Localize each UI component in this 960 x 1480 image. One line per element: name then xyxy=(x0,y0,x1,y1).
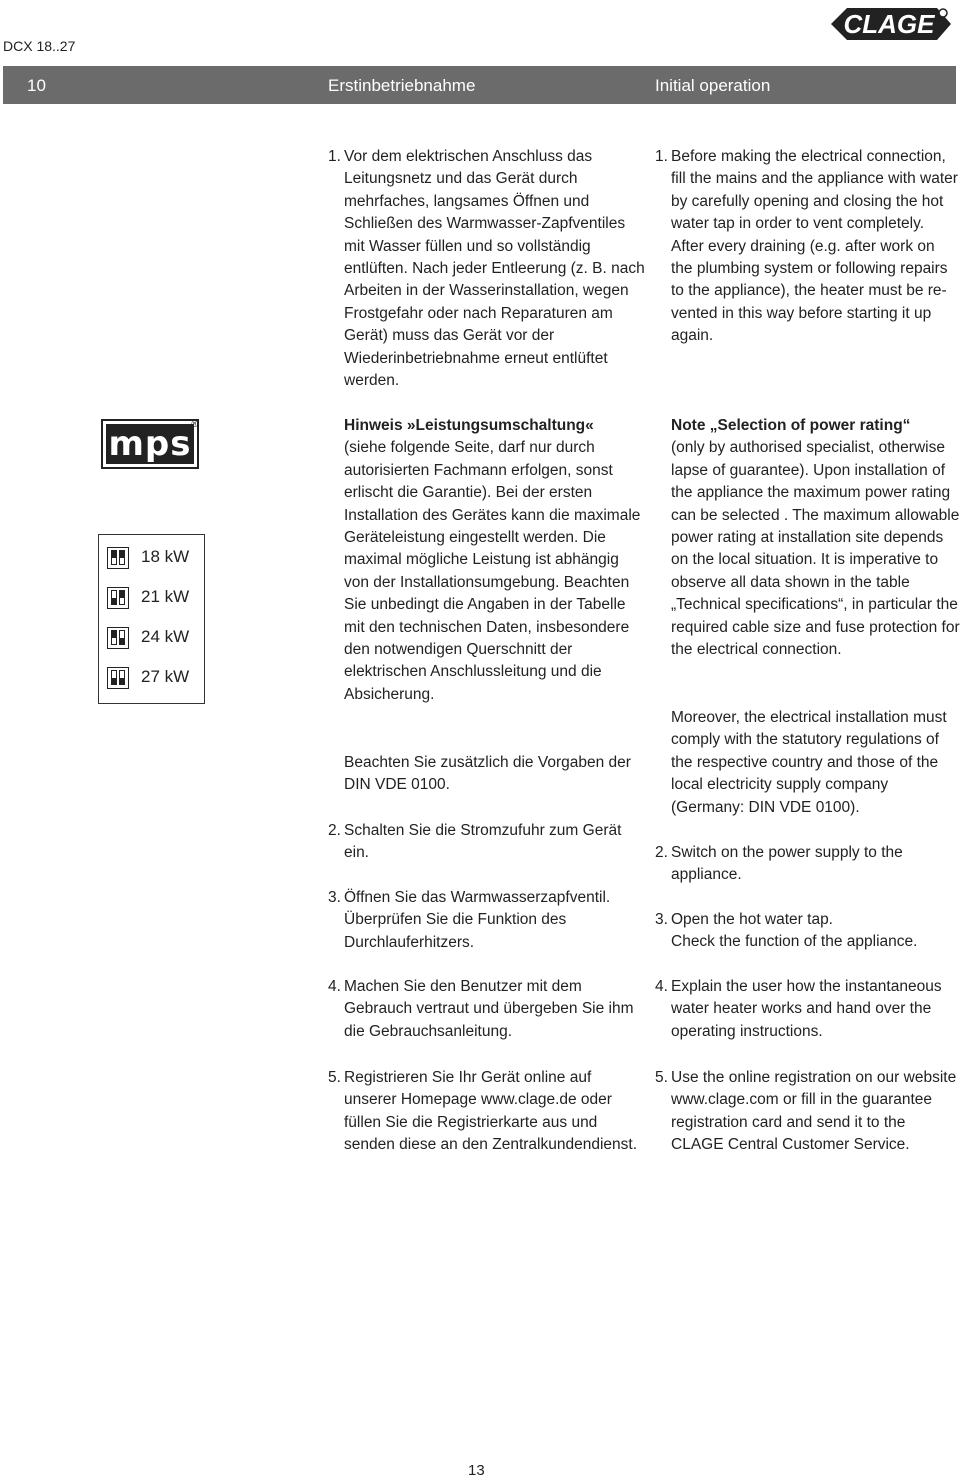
en-step-1-text: Before making the electrical connection, fill the mains and the appliance with water by carefully opening and closing the hot water tap in order to vent completely. xyxy=(671,148,958,233)
en-step-1 xyxy=(655,146,960,348)
de-step-2-text: Schalten Sie die Stromzufuhr zum Gerät ein. xyxy=(344,822,622,862)
mps-logo-text: mps xyxy=(106,424,194,464)
de-step-5-text: Registrieren Sie Ihr Gerät online auf unserer Homepage www.clage.de oder füllen Sie die Registrierkarte aus und senden diese an den Zentralkundendienst. xyxy=(344,1069,637,1154)
en-note-extra xyxy=(655,707,960,819)
de-note-text: (siehe folgende Seite, darf nur durch autorisierten Fachmann erfolgen, sonst erlischt die Garantie). Bei der ersten Installation des Gerätes kann die maximale Geräteleistung eingestellt werden. Die maximal mögliche Leistung ist abhängig von der Installationsumgebung. Beachten Sie unbedingt die Angaben in der Tabelle mit den technischen Daten, insbesondere den notwendigen Querschnitt der elektrischen Anschlussleitung und die Absicherung. xyxy=(344,439,641,703)
power-row xyxy=(107,545,202,571)
de-note-title: Hinweis »Leistungsumschaltung« xyxy=(344,417,594,434)
section-title-en: Initial operation xyxy=(655,76,771,95)
de-step-4 xyxy=(328,976,646,1043)
en-step-4 xyxy=(655,976,960,1043)
en-step-1-text-2: After every draining (e.g. after work on the plumbing system or following repairs to the appliance), the heater must be re-vented in this way before starting it up again. xyxy=(671,237,948,345)
dip-switch-icon xyxy=(107,667,129,689)
dip-switch-icon xyxy=(107,627,129,649)
de-note-extra xyxy=(328,752,646,797)
svg-text:CLAGE: CLAGE xyxy=(843,9,935,39)
section-number: 10 xyxy=(27,76,46,95)
en-step-4-number: 4. xyxy=(655,978,668,995)
power-label: 21 kW xyxy=(141,587,190,606)
de-step-3-number: 3. xyxy=(328,889,341,906)
de-step-3 xyxy=(328,887,646,954)
page-number: 13 xyxy=(468,1462,485,1479)
en-step-3-text: Open the hot water tap. xyxy=(671,911,833,928)
de-step-5-number: 5. xyxy=(328,1069,341,1086)
power-label: 27 kW xyxy=(141,667,190,686)
dip-switch-icon xyxy=(107,547,129,569)
en-step-5-number: 5. xyxy=(655,1069,668,1086)
en-step-5 xyxy=(655,1067,960,1157)
en-note-title: Note „Selection of power rating“ xyxy=(671,417,911,434)
power-label: 24 kW xyxy=(141,627,190,646)
de-note xyxy=(328,415,646,706)
en-step-2-number: 2. xyxy=(655,844,668,861)
de-step-1-number: 1. xyxy=(328,148,341,165)
en-note-extra-text: Moreover, the electrical installation must comply with the statutory regulations of the respective country and those of the local electricity supply company (Germany: DIN VDE 0100). xyxy=(671,709,947,816)
section-header-bar xyxy=(3,66,956,104)
model-label: DCX 18..27 xyxy=(3,38,76,54)
power-row xyxy=(107,625,202,651)
en-step-2-text: Switch on the power supply to the appliance. xyxy=(671,844,903,884)
de-step-1 xyxy=(328,146,646,392)
en-note-text: (only by authorised specialist, otherwise lapse of guarantee). Upon installation of the appliance the maximum power rating can be selected . The maximum allowable power rating at installation site depends on the local situation. It is imperative to observe all data shown in the table „Technical specifications“, in particular the required cable size and fuse protection for the electrical connection. xyxy=(671,439,960,659)
mps-logo xyxy=(101,419,199,469)
en-step-3 xyxy=(655,909,960,954)
power-row xyxy=(107,585,202,611)
de-step-5 xyxy=(328,1067,646,1157)
de-step-4-number: 4. xyxy=(328,978,341,995)
de-step-2 xyxy=(328,820,646,865)
en-step-5-text: Use the online registration on our website www.clage.com or fill in the guarantee registration card and send it to the CLAGE Central Customer Service. xyxy=(671,1069,957,1154)
de-step-1-text: Vor dem elektrischen Anschluss das Leitungsnetz und das Gerät durch mehrfaches, langsames Öffnen und Schließen des Warmwasser-Zapfventiles mit Wasser füllen und so vollständig entlüften. Nach jeder Entleerung (z. B. nach Arbeiten in der Wasserinstallation, wegen Frostgefahr oder nach Reparaturen am Gerät) muss das Gerät vor der Wiederinbetriebnahme erneut entlüftet werden. xyxy=(344,148,645,390)
en-note xyxy=(655,415,960,661)
de-step-2-number: 2. xyxy=(328,822,341,839)
registered-mark-icon: ® xyxy=(191,419,198,429)
de-note-extra-text: Beachten Sie zusätzlich die Vorgaben der DIN VDE 0100. xyxy=(344,754,631,794)
en-step-2 xyxy=(655,842,960,887)
power-label: 18 kW xyxy=(141,547,190,566)
en-step-3-number: 3. xyxy=(655,911,668,928)
en-step-1-number: 1. xyxy=(655,148,668,165)
clage-logo xyxy=(825,4,955,44)
dip-switch-icon xyxy=(107,587,129,609)
en-step-4-text: Explain the user how the instantaneous water heater works and hand over the operating instructions. xyxy=(671,978,942,1040)
section-title-de: Erstinbetriebnahme xyxy=(328,76,476,95)
power-rating-table xyxy=(98,534,205,704)
en-step-3-text-2: Check the function of the appliance. xyxy=(671,933,918,951)
de-step-4-text: Machen Sie den Benutzer mit dem Gebrauch vertraut und übergeben Sie ihm die Gebrauchsanleitung. xyxy=(344,978,634,1040)
de-step-3-text: Öffnen Sie das Warmwasserzapfventil. Überprüfen Sie die Funktion des Durchlauferhitzers. xyxy=(344,889,611,951)
power-row xyxy=(107,665,202,691)
